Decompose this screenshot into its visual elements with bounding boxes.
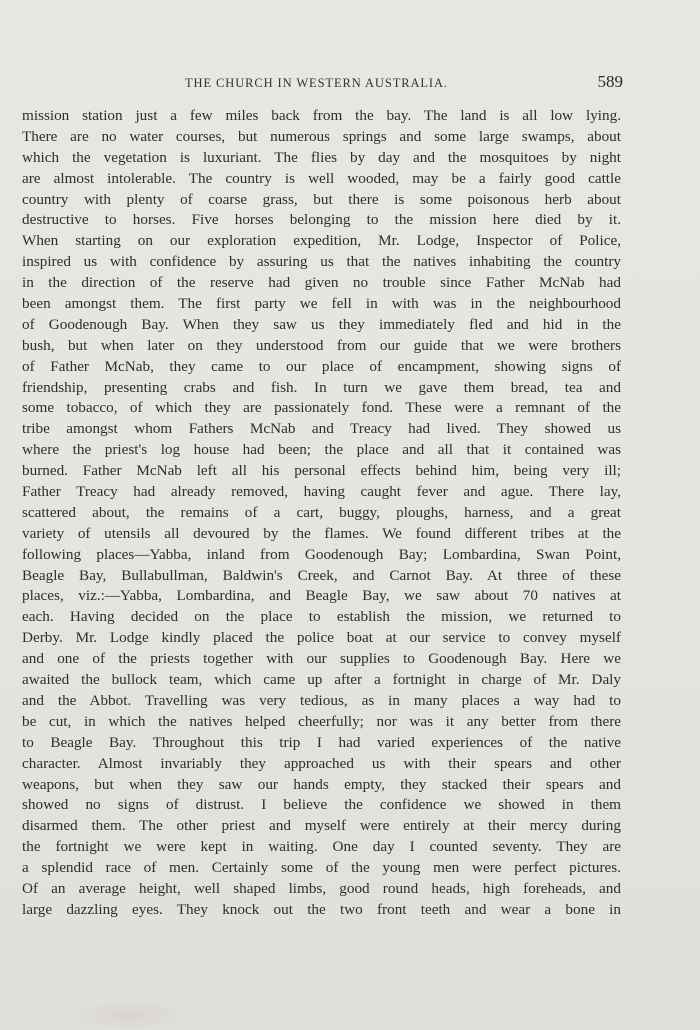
page-number: 589 bbox=[597, 72, 623, 91]
text-line: inspired us with confidence by assuring us that the natives inhabiting the country bbox=[22, 253, 621, 271]
text-line: awaited the bullock team, which came up after a fortnight in charge of Mr. Daly bbox=[22, 671, 621, 689]
text-line: places, viz.:—Yabba, Lombardina, and Beagle Bay, we saw about 70 natives at bbox=[22, 587, 621, 605]
text-line: scattered about, the remains of a cart, buggy, ploughs, harness, and a great bbox=[22, 503, 621, 521]
text-line: of Father McNab, they came to our place of encampment, showing signs of bbox=[22, 357, 621, 375]
text-line: variety of utensils all devoured by the flames. We found different tribes at the bbox=[22, 524, 621, 542]
text-line: be cut, in which the natives helped cheerfully; nor was it any better from there bbox=[22, 712, 621, 730]
text-line: are almost intolerable. The country is well wooded, may be a fairly good cattle bbox=[22, 169, 621, 187]
text-line: where the priest's log house had been; the place and all that it contained was bbox=[22, 441, 621, 459]
text-line: and the Abbot. Travelling was very tedious, as in many places a way had to bbox=[22, 691, 621, 709]
text-line: bush, but when later on they understood from our guide that we were brothers bbox=[22, 336, 621, 354]
text-line: a splendid race of men. Certainly some of the young men were perfect pictures. bbox=[22, 859, 621, 877]
text-line: been amongst them. The first party we fell in with was in the neighbourhood bbox=[22, 295, 621, 313]
text-line: weapons, but when they saw our hands empty, they stacked their spears and bbox=[22, 775, 621, 793]
text-line: which the vegetation is luxuriant. The flies by day and the mosquitoes by night bbox=[22, 148, 621, 166]
text-line: Derby. Mr. Lodge kindly placed the police boat at our service to convey myself bbox=[22, 629, 621, 647]
text-line: When starting on our exploration expedition, Mr. Lodge, Inspector of Police, bbox=[22, 232, 621, 250]
text-line: Of an average height, well shaped limbs, good round heads, high foreheads, and bbox=[22, 879, 621, 897]
text-line: tribe amongst whom Fathers McNab and Treacy had lived. They showed us bbox=[22, 420, 621, 438]
text-line: destructive to horses. Five horses belonging to the mission here died by it. bbox=[22, 211, 621, 229]
text-line: to Beagle Bay. Throughout this trip I had varied experiences of the native bbox=[22, 733, 621, 751]
paper-stain bbox=[70, 1000, 190, 1030]
text-line: showed no signs of distrust. I believe the confidence we showed in them bbox=[22, 796, 621, 814]
text-line: in the direction of the reserve had given no trouble since Father McNab had bbox=[22, 274, 621, 292]
text-line: country with plenty of coarse grass, but there is some poisonous herb about bbox=[22, 190, 621, 208]
running-head: THE CHURCH IN WESTERN AUSTRALIA. bbox=[185, 76, 448, 90]
text-line: of Goodenough Bay. When they saw us they immediately fled and hid in the bbox=[22, 315, 621, 333]
text-line: disarmed them. The other priest and myself were entirely at their mercy during bbox=[22, 817, 621, 835]
text-line: Father Treacy had already removed, having caught fever and ague. There lay, bbox=[22, 483, 621, 501]
page-header bbox=[22, 74, 622, 96]
text-line: burned. Father McNab left all his personal effects behind him, being very ill; bbox=[22, 462, 621, 480]
text-line: and one of the priests together with our supplies to Goodenough Bay. Here we bbox=[22, 650, 621, 668]
text-line: the fortnight we were kept in waiting. One day I counted seventy. They are bbox=[22, 838, 621, 856]
text-line: friendship, presenting crabs and fish. In turn we gave them bread, tea and bbox=[22, 378, 621, 396]
body-text bbox=[22, 106, 621, 921]
text-line: each. Having decided on the place to establish the mission, we returned to bbox=[22, 608, 621, 626]
text-line: There are no water courses, but numerous springs and some large swamps, about bbox=[22, 127, 621, 145]
text-line: character. Almost invariably they approached us with their spears and other bbox=[22, 754, 621, 772]
text-line: mission station just a few miles back from the bay. The land is all low lying. bbox=[22, 107, 621, 124]
text-line: Beagle Bay, Bullabullman, Baldwin's Creek, and Carnot Bay. At three of these bbox=[22, 566, 621, 584]
text-line: large dazzling eyes. They knock out the two front teeth and wear a bone in bbox=[22, 900, 621, 918]
text-line: following places—Yabba, inland from Goodenough Bay; Lombardina, Swan Point, bbox=[22, 545, 621, 563]
text-line: some tobacco, of which they are passionately fond. These were a remnant of the bbox=[22, 399, 621, 417]
